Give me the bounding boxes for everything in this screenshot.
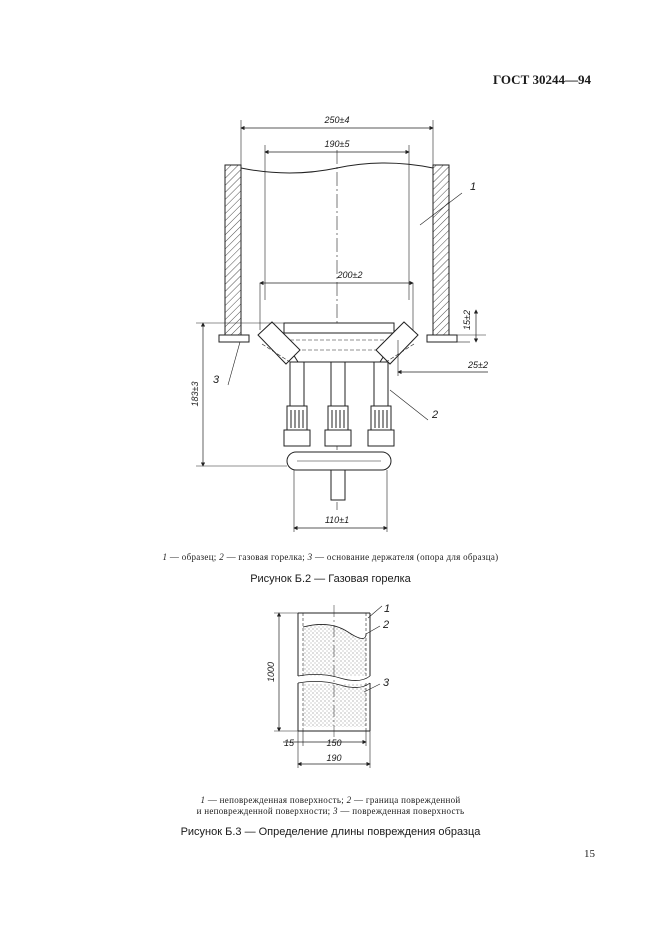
legend-b2-num-3: 3 xyxy=(307,552,313,562)
figure-b3-legend-line1 xyxy=(0,795,661,805)
dim-gap: 15±2 xyxy=(462,310,472,330)
dim-outer-width: 250±4 xyxy=(324,115,350,125)
dim-total: 190 xyxy=(326,753,342,763)
dim-inner-width: 190±5 xyxy=(324,139,350,149)
callout-b3-3: 3 xyxy=(383,677,390,689)
legend-b3-text-3: — поврежденная поверхность xyxy=(340,806,465,816)
figure-b2-caption: Рисунок Б.2 — Газовая горелка xyxy=(250,573,411,585)
dim-height: 183±3 xyxy=(190,381,200,407)
legend-b3-text-2b: и неповрежденной поверхности; xyxy=(196,806,331,816)
standard-header: ГОСТ 30244—94 xyxy=(492,72,591,87)
legend-b2-text-3: — основание держателя (опора для образца) xyxy=(315,552,499,562)
legend-b3-text-1: — неповрежденная поверхность; xyxy=(207,795,345,805)
legend-b2-num-1: 1 xyxy=(162,552,168,562)
dim-offset: 25±2 xyxy=(468,360,488,370)
dim-base-width: 200±2 xyxy=(337,270,363,280)
callout-b3-2: 2 xyxy=(383,619,390,631)
legend-b2-num-2: 2 xyxy=(219,552,224,562)
legend-b2-text-2: — газовая горелка; xyxy=(226,552,306,562)
page-number: 15 xyxy=(584,848,595,860)
callout-b3-1: 1 xyxy=(384,603,391,615)
legend-b3-text-2: — граница поврежденной xyxy=(353,795,461,805)
figure-b3-legend-line2 xyxy=(0,806,661,816)
callout-b2-3: 3 xyxy=(213,374,220,386)
callout-b2-2: 2 xyxy=(432,409,439,421)
dim-mid: 150 xyxy=(326,738,342,748)
figure-b3-caption: Рисунок Б.3 — Определение длины повреждения образца xyxy=(180,826,481,838)
legend-b2-text-1: — образец; xyxy=(169,552,217,562)
legend-b3-num-1: 1 xyxy=(200,795,206,805)
legend-b3-num-2: 2 xyxy=(346,795,352,805)
dim-foot: 110±1 xyxy=(324,515,350,525)
dim-left: 15 xyxy=(283,738,295,748)
callout-b2-1: 1 xyxy=(470,181,477,193)
legend-b3-num-3: 3 xyxy=(333,806,338,816)
dim-length: 1000 xyxy=(266,661,276,683)
